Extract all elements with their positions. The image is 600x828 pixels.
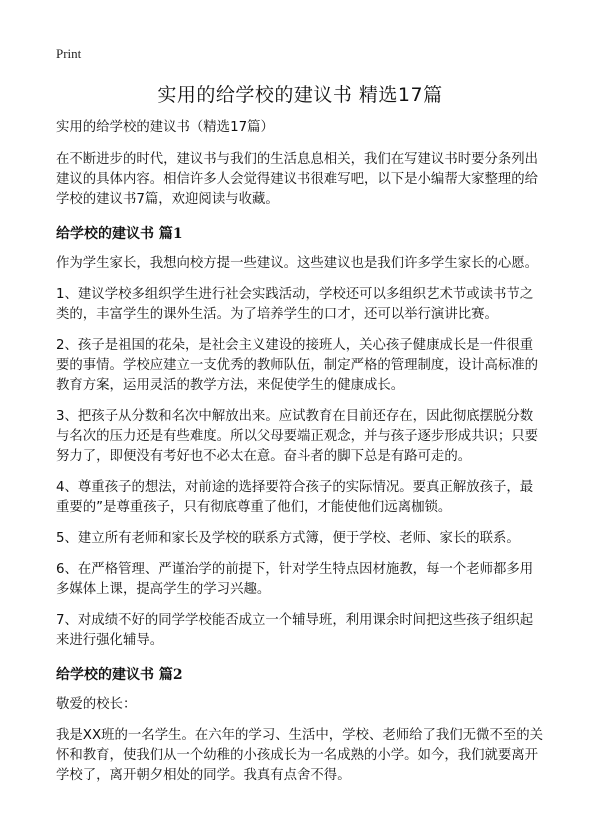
paragraph: 3、把孩子从分数和名次中解放出来。应试教育在目前还存在，因此彻底摆脱分数与名次的压力还是有些难度。所以父母要端正观念，并与孩子逐步形成共识；只要努力了，即便没有考好也不必太在意。奋斗者的脚下总是有路可走的。 <box>56 409 539 464</box>
article-subtitle: 实用的给学校的建议书（精选17篇） <box>56 120 274 135</box>
section-heading: 给学校的建议书 篇2 <box>56 667 183 683</box>
page-title: 实用的给学校的建议书 精选17篇 <box>157 84 443 106</box>
intro-paragraph: 在不断进步的时代，建议书与我们的生活息息相关，我们在写建议书时要分条列出建议的具体内容。相信许多人会觉得建议书很难写吧，以下是小编帮大家整理的给学校的建议书7篇，欢迎阅读与收藏。 <box>56 152 539 207</box>
paragraph: 5、建立所有老师和家长及学校的联系方式簿，便于学校、老师、家长的联系。 <box>56 531 520 546</box>
print-link[interactable]: Print <box>56 46 82 61</box>
paragraph: 1、建议学校多组织学生进行社会实践活动，学校还可以多组织艺术节或读书节之类的，丰富学生的课外生活。为了培养学生的口才，还可以举行演讲比赛。 <box>56 287 534 322</box>
paragraph: 4、尊重孩子的想法，对前途的选择要符合孩子的实际情况。要真正解放孩子，最重要的”是尊重孩子，只有彻底尊重了他们，才能使他们远离枷锁。 <box>56 480 534 515</box>
paragraph: 6、在严格管理、严谨治学的前提下，针对学生特点因材施教，每一个老师都多用多媒体上课，提高学生的学习兴趣。 <box>56 562 534 597</box>
paragraph: 作为学生家长，我想向校方提一些建议。这些建议也是我们许多学生家长的心愿。 <box>56 256 539 271</box>
article-body <box>56 118 544 797</box>
paragraph: 2、孩子是祖国的花朵，是社会主义建设的接班人，关心孩子健康成长是一件很重要的事情。学校应建立一支优秀的教师队伍，制定严格的管理制度，设计高标准的教育方案，运用灵活的教学方法，来促使学生的健康成长。 <box>56 338 539 393</box>
section-heading: 给学校的建议书 篇1 <box>56 226 183 242</box>
paragraph: 敬爱的校长： <box>56 697 137 712</box>
paragraph: 我是XX班的一名学生。在六年的学习、生活中，学校、老师给了我们无微不至的关怀和教育，使我们从一个幼稚的小孩成长为一名成熟的小学。如今，我们就要离开学校了，离开朝夕相处的同学。我真有点舍不得。 <box>56 728 544 783</box>
paragraph: 7、对成绩不好的同学学校能否成立一个辅导班，利用课余时间把这些孩子组织起来进行强化辅导。 <box>56 613 534 648</box>
